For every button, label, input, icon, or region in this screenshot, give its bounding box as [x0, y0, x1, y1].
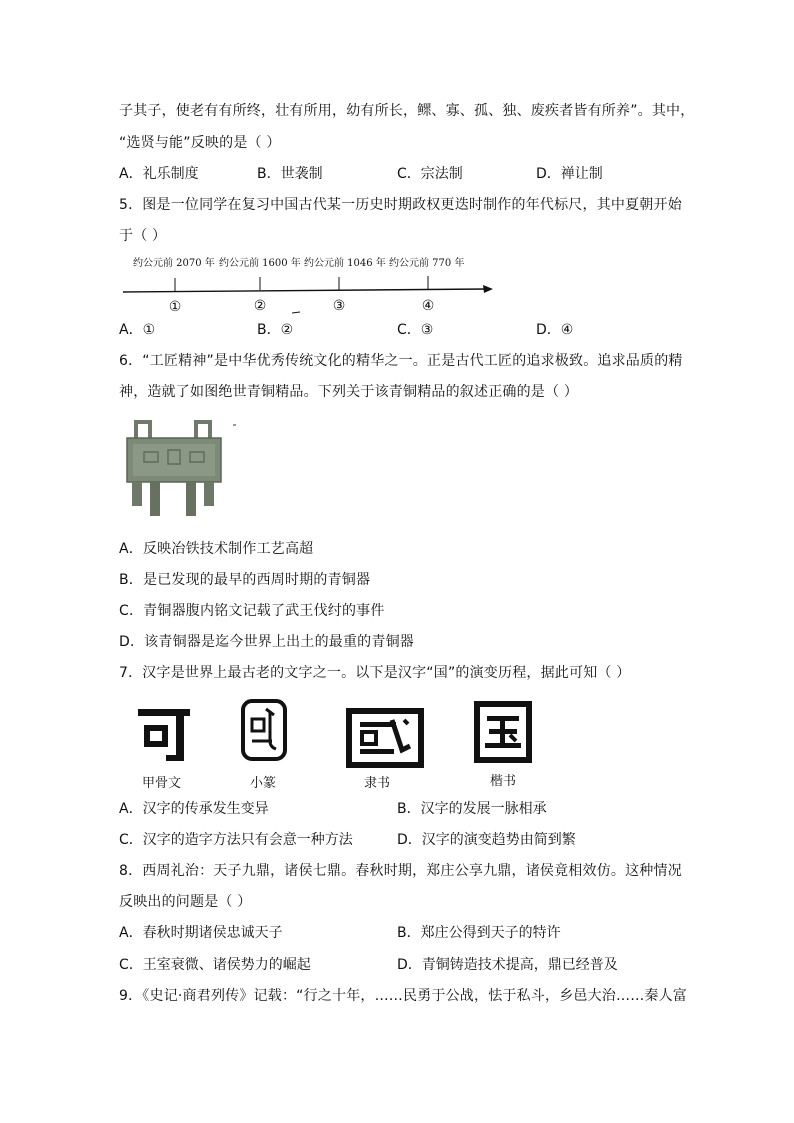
image-speck: [233, 424, 236, 426]
q4-option-c[interactable]: C．宗法制: [397, 166, 463, 182]
timeline-axis: [123, 289, 487, 292]
timeline-marker: ④: [421, 298, 435, 314]
script-label-clerical: 隶书: [364, 776, 391, 791]
q4-option-a[interactable]: A．礼乐制度: [119, 166, 199, 182]
timeline-marker: ②: [253, 298, 267, 314]
timeline-marker: ③: [332, 298, 346, 314]
q8-option-b[interactable]: B．郑庄公得到天子的特许: [397, 925, 561, 941]
q5-option-b[interactable]: B．②: [257, 322, 294, 338]
q6-stem-line-2: 神，造就了如图绝世青铜精品。下列关于该青铜精品的叙述正确的是（ ）: [119, 384, 579, 400]
clerical-script-glyph: [346, 708, 424, 768]
q5-stem-line-1: 5．图是一位同学在复习中国古代某一历史时期政权更迭时制作的年代标尺，其中夏朝开始: [119, 197, 682, 213]
timeline-label: 约公元前 2070 年: [133, 258, 215, 269]
q8-option-d[interactable]: D．青铜铸造技术提高，鼎已经普及: [397, 957, 618, 973]
q6-option-b[interactable]: B．是已发现的最早的西周时期的青铜器: [119, 572, 371, 588]
timeline-figure: [119, 254, 499, 316]
timeline-label: 约公元前 770 年: [389, 258, 465, 269]
small-seal-glyph: [240, 697, 288, 765]
q5-option-a[interactable]: A．①: [119, 322, 156, 338]
q7-stem: 7．汉字是世界上最古老的文字之一。以下是汉字“国”的演变历程，据此可知（ ）: [119, 665, 631, 681]
q7-option-b[interactable]: B．汉字的发展一脉相承: [397, 801, 547, 817]
timeline-label: 约公元前 1046 年: [304, 258, 386, 269]
q8-stem-line-2: 反映出的问题是（ ）: [119, 894, 252, 910]
q5-option-d[interactable]: D．④: [536, 322, 574, 338]
script-label-regular: 楷书: [490, 774, 517, 789]
q4-stem-line-1: 子其子，使老有有所终，壮有所用，幼有所长，鳏、寡、孤、独、废疾者皆有所养”。其中，: [119, 103, 695, 119]
stray-mark: [292, 312, 300, 313]
q8-stem-line-1: 8．西周礼治：天子九鼎，诸侯七鼎。春秋时期，郑庄公享九鼎，诸侯竟相效仿。这种情况: [119, 863, 682, 879]
oracle-bone-glyph: [136, 697, 194, 765]
q7-option-a[interactable]: A．汉字的传承发生变异: [119, 801, 269, 817]
q7-option-c[interactable]: C．汉字的造字方法只有会意一种方法: [119, 832, 353, 848]
arrow-head-icon: [483, 285, 493, 293]
q4-stem-line-2: “选贤与能”反映的是（ ）: [119, 135, 281, 151]
script-label-seal: 小篆: [250, 776, 277, 791]
q6-stem-line-1: 6．“工匠精神”是中华优秀传统文化的精华之一。正是古代工匠的追求极致。追求品质的精: [119, 353, 683, 369]
q4-option-d[interactable]: D．禅让制: [536, 166, 603, 182]
timeline-label: 约公元前 1600 年: [219, 258, 301, 269]
bronze-ding-image: [124, 420, 224, 520]
q6-option-c[interactable]: C．青铜器腹内铭文记载了武王伐纣的事件: [119, 603, 385, 619]
q6-option-a[interactable]: A．反映冶铁技术制作工艺高超: [119, 541, 314, 557]
timeline-marker: ①: [168, 299, 182, 315]
q9-stem-line-1: 9．《史记·商君列传》记载：“行之十年，……民勇于公战，怯于私斗，乡邑大治……秦人富: [119, 988, 688, 1004]
q6-option-d[interactable]: D．该青铜器是迄今世界上出土的最重的青铜器: [119, 634, 414, 650]
script-label-oracle: 甲骨文: [142, 776, 182, 791]
q8-option-a[interactable]: A．春秋时期诸侯忠诚天子: [119, 925, 283, 941]
q4-option-b[interactable]: B．世袭制: [257, 166, 323, 182]
q5-stem-line-2: 于（ ）: [119, 228, 167, 244]
q7-option-d[interactable]: D．汉字的演变趋势由简到繁: [397, 832, 576, 848]
q5-option-c[interactable]: C．③: [397, 322, 434, 338]
regular-script-glyph: [473, 700, 533, 764]
q8-option-c[interactable]: C．王室衰微、诸侯势力的崛起: [119, 957, 311, 973]
